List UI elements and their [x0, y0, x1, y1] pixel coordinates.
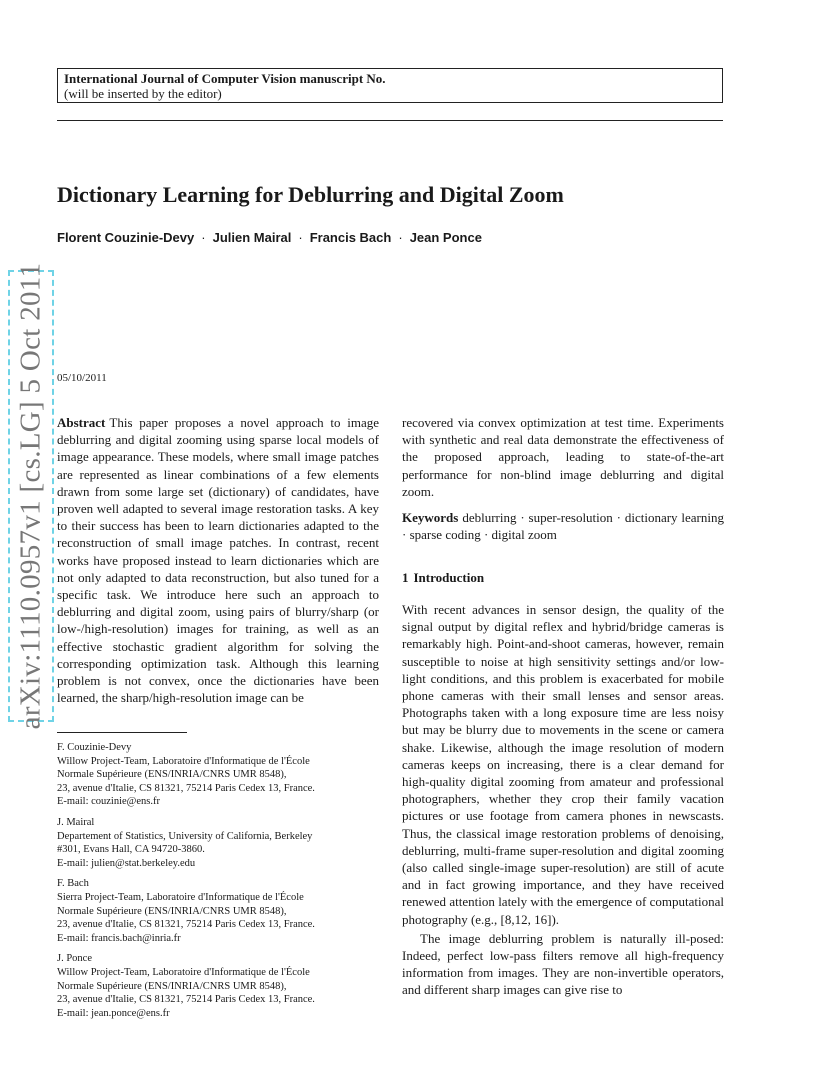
introduction-body: [402, 601, 724, 999]
author-name: Francis Bach: [309, 230, 392, 245]
arxiv-stamp: [8, 262, 54, 730]
journal-note: (will be inserted by the editor): [64, 86, 222, 101]
author-list: [57, 230, 737, 245]
affiliation-line: Normale Supérieure (ENS/INRIA/CNRS UMR 8548),: [57, 905, 287, 917]
header-rule: [57, 120, 723, 121]
paragraph: With recent advances in sensor design, the quality of the signal output by digital reflex and hybrid/bridge cameras is remarkably high. Point-and-shoot cameras, however, remain susceptible to noise at high sensitivity settings and/or low-light conditions, and this problem is exacerbated for mobile phone cameras with their small lenses and sensor areas. Photographs taken with a long exposure time are less noisy but may be blurry due to movements in the scene or camera shake. Likewise, although the image resolution of modern cameras keeps on increasing, there is a clear demand for high-quality digital zooming from amateur and professional photographers, whether they crop their family vacation pictures or use footage from camera phones in newscasts. Thus, the classical image restoration problems of denoising, deblurring, multi-frame super-resolution and digital zooming (also called single-image super-resolution) are still of acute and in fact growing importance, and they have received renewed attention lately with the emergence of computational photography (e.g., [8,12, 16]).: [402, 602, 724, 927]
affiliation-line: Normale Supérieure (ENS/INRIA/CNRS UMR 8548),: [57, 769, 287, 781]
affiliation-line: 23, avenue d'Italie, CS 81321, 75214 Paris Cedex 13, France.: [57, 994, 315, 1006]
footnote-rule: [57, 732, 187, 733]
author-name: Florent Couzinie-Devy: [57, 230, 195, 245]
affiliation-line: #301, Evans Hall, CA 94720-3860.: [57, 844, 205, 856]
section-heading: [402, 570, 484, 586]
affiliation-line: Normale Supérieure (ENS/INRIA/CNRS UMR 8548),: [57, 980, 287, 992]
affiliation-name: J. Ponce: [57, 953, 92, 965]
affiliation-email: E-mail: julien@stat.berkeley.edu: [57, 857, 196, 869]
section-title: Introduction: [413, 570, 485, 585]
author-separator: ·: [298, 230, 303, 245]
affiliation-ponce: [57, 952, 382, 1020]
keywords-text: deblurring · super-resolution · dictionary learning · sparse coding · digital zoom: [402, 510, 724, 543]
author-name: Julien Mairal: [212, 230, 292, 245]
affiliation-name: F. Bach: [57, 878, 89, 890]
affiliation-line: 23, avenue d'Italie, CS 81321, 75214 Paris Cedex 13, France.: [57, 919, 315, 931]
section-number: 1: [402, 570, 409, 585]
affiliation-name: J. Mairal: [57, 816, 95, 828]
abstract-text: This paper proposes a novel approach to image deblurring and digital zooming using sparse local models of image appearance. These models, where small image patches are represented as linear combinations of a few elements drawn from some large set (dictionary) of candidates, have proven well adapted to several image restoration tasks. A key to their success has been to learn dictionaries adapted to the reconstruction of small image patches. In contrast, recent works have proposed instead to learn dictionaries which are not only adapted to data reconstruction, but also tuned for a specific task. We introduce here such an approach to deblurring and digital zoom, using pairs of blurry/sharp (or low-/high-resolution) images for training, as well as an effective stochastic gradient algorithm for solving the corresponding optimization task. Although this learning problem is not convex, once the dictionaries have been learned, the sharp/high-resolution image can be: [57, 415, 379, 706]
author-separator: ·: [201, 230, 206, 245]
abstract-label: Abstract: [57, 415, 106, 430]
author-name: Jean Ponce: [409, 230, 482, 245]
keywords: [402, 509, 724, 543]
affiliation-line: Sierra Project-Team, Laboratoire d'Informatique de l'École: [57, 891, 304, 903]
affiliation-email: E-mail: couzinie@ens.fr: [57, 796, 160, 808]
abstract-continued: recovered via convex optimization at test time. Experiments with synthetic and real data demonstrate the effectiveness of the proposed approach, leading to state-of-the-art performance for non-blind image deblurring and digital zoom.: [402, 415, 724, 499]
arxiv-stamp-text: arXiv:1110.0957v1 [cs.LG] 5 Oct 2011: [14, 262, 47, 730]
affiliation-email: E-mail: jean.ponce@ens.fr: [57, 1007, 170, 1019]
affiliation-mairal: [57, 816, 382, 870]
paper-title: Dictionary Learning for Deblurring and Digital Zoom: [57, 182, 564, 207]
affiliation-line: Willow Project-Team, Laboratoire d'Informatique de l'École: [57, 755, 310, 767]
affiliation-name: F. Couzinie-Devy: [57, 742, 132, 753]
affiliation-line: 23, avenue d'Italie, CS 81321, 75214 Paris Cedex 13, France.: [57, 782, 315, 794]
journal-title: International Journal of Computer Vision manuscript No.: [64, 71, 386, 86]
abstract: [57, 414, 379, 706]
affiliation-bach: [57, 877, 382, 945]
affiliation-line: Willow Project-Team, Laboratoire d'Informatique de l'École: [57, 966, 310, 978]
keywords-label: Keywords: [402, 510, 459, 526]
author-separator: ·: [398, 230, 403, 245]
affiliation-email: E-mail: francis.bach@inria.fr: [57, 932, 181, 944]
abstract-continued-block: [402, 414, 724, 543]
affiliation-line: Departement of Statistics, University of California, Berkeley: [57, 830, 313, 842]
affiliation-couzinie: [57, 741, 382, 809]
submission-date: 05/10/2011: [57, 372, 107, 384]
affiliations: [57, 741, 382, 1027]
journal-header-box: [57, 68, 723, 103]
paragraph: The image deblurring problem is naturally ill-posed: Indeed, perfect low-pass filters remove all high-frequency information from images. They are non-invertible operators, and different sharp images can give rise to: [402, 930, 724, 998]
